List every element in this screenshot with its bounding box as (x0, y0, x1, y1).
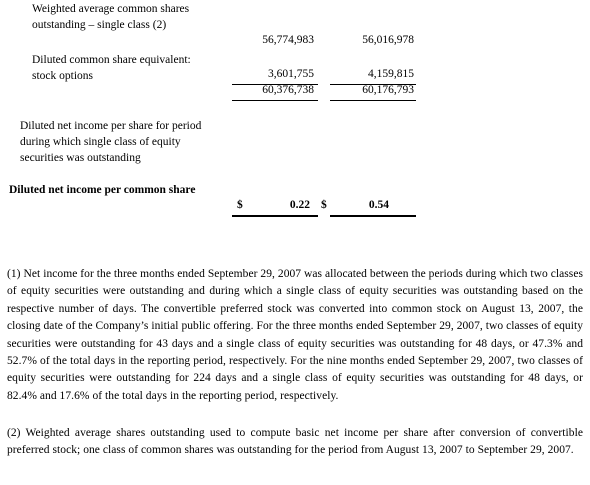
weighted-average-value-b: 56,016,978 (362, 34, 414, 46)
footnote-2: (2) Weighted average shares outstanding used to compute basic net income per share after conversion of convertible preferred stock; one class of common shares was outstanding for the period from August 13, 2007 to September 29, 2007. (7, 427, 583, 457)
eps-double-rule-a (232, 215, 318, 217)
stock-options-value-b: 4,159,815 (368, 68, 414, 80)
diluted-eps-label: Diluted net income per common share (9, 184, 196, 196)
weighted-average-label-line2: outstanding – single class (2) (32, 19, 167, 31)
weighted-average-value-a: 56,774,983 (262, 34, 314, 46)
diluted-eps-value-a: 0.22 (289, 199, 310, 211)
diluted-eps-currency-a: $ (237, 199, 243, 211)
diluted-equivalent-label-line2: stock options (32, 70, 94, 82)
weighted-average-label-line1: Weighted average common shares (32, 3, 190, 15)
diluted-equivalent-label-line1: Diluted common share equivalent: (32, 54, 191, 66)
stock-options-value-a: 3,601,755 (268, 68, 314, 80)
diluted-total-value-a: 60,376,738 (262, 84, 314, 96)
diluted-period-label-line2: during which single class of equity (20, 136, 181, 148)
total-rule-a (232, 100, 318, 101)
diluted-eps-currency-b: $ (321, 199, 327, 211)
diluted-eps-value-b: 0.54 (368, 199, 389, 211)
diluted-total-value-b: 60,176,793 (362, 84, 414, 96)
diluted-period-label-line3: securities was outstanding (20, 152, 141, 164)
total-rule-b (330, 100, 416, 101)
diluted-period-label-line1: Diluted net income per share for period (20, 120, 202, 132)
footnote-1: (1) Net income for the three months ended September 29, 2007 was allocated between the periods during which two classes of equity securities were outstanding and during which a single class of equity securities was outstanding based on the respective number of days. The convertible preferred stock was converted into common stock on August 13, 2007, the closing date of the Company’s initial public offering. For the three months ended September 29, 2007, two classes of equity securities were outstanding for 43 days and a single class of equity securities was outstanding for 48 days, or 47.3% and 52.7% of the total days in the reporting period, respectively. For the nine months ended September 29, 2007, two classes of equity securities were outstanding for 224 days and a single class of equity securities was outstanding for 48 days, or 82.4% and 17.6% of the total days in the reporting period, respectively. (7, 268, 583, 402)
eps-double-rule-b (330, 215, 416, 217)
